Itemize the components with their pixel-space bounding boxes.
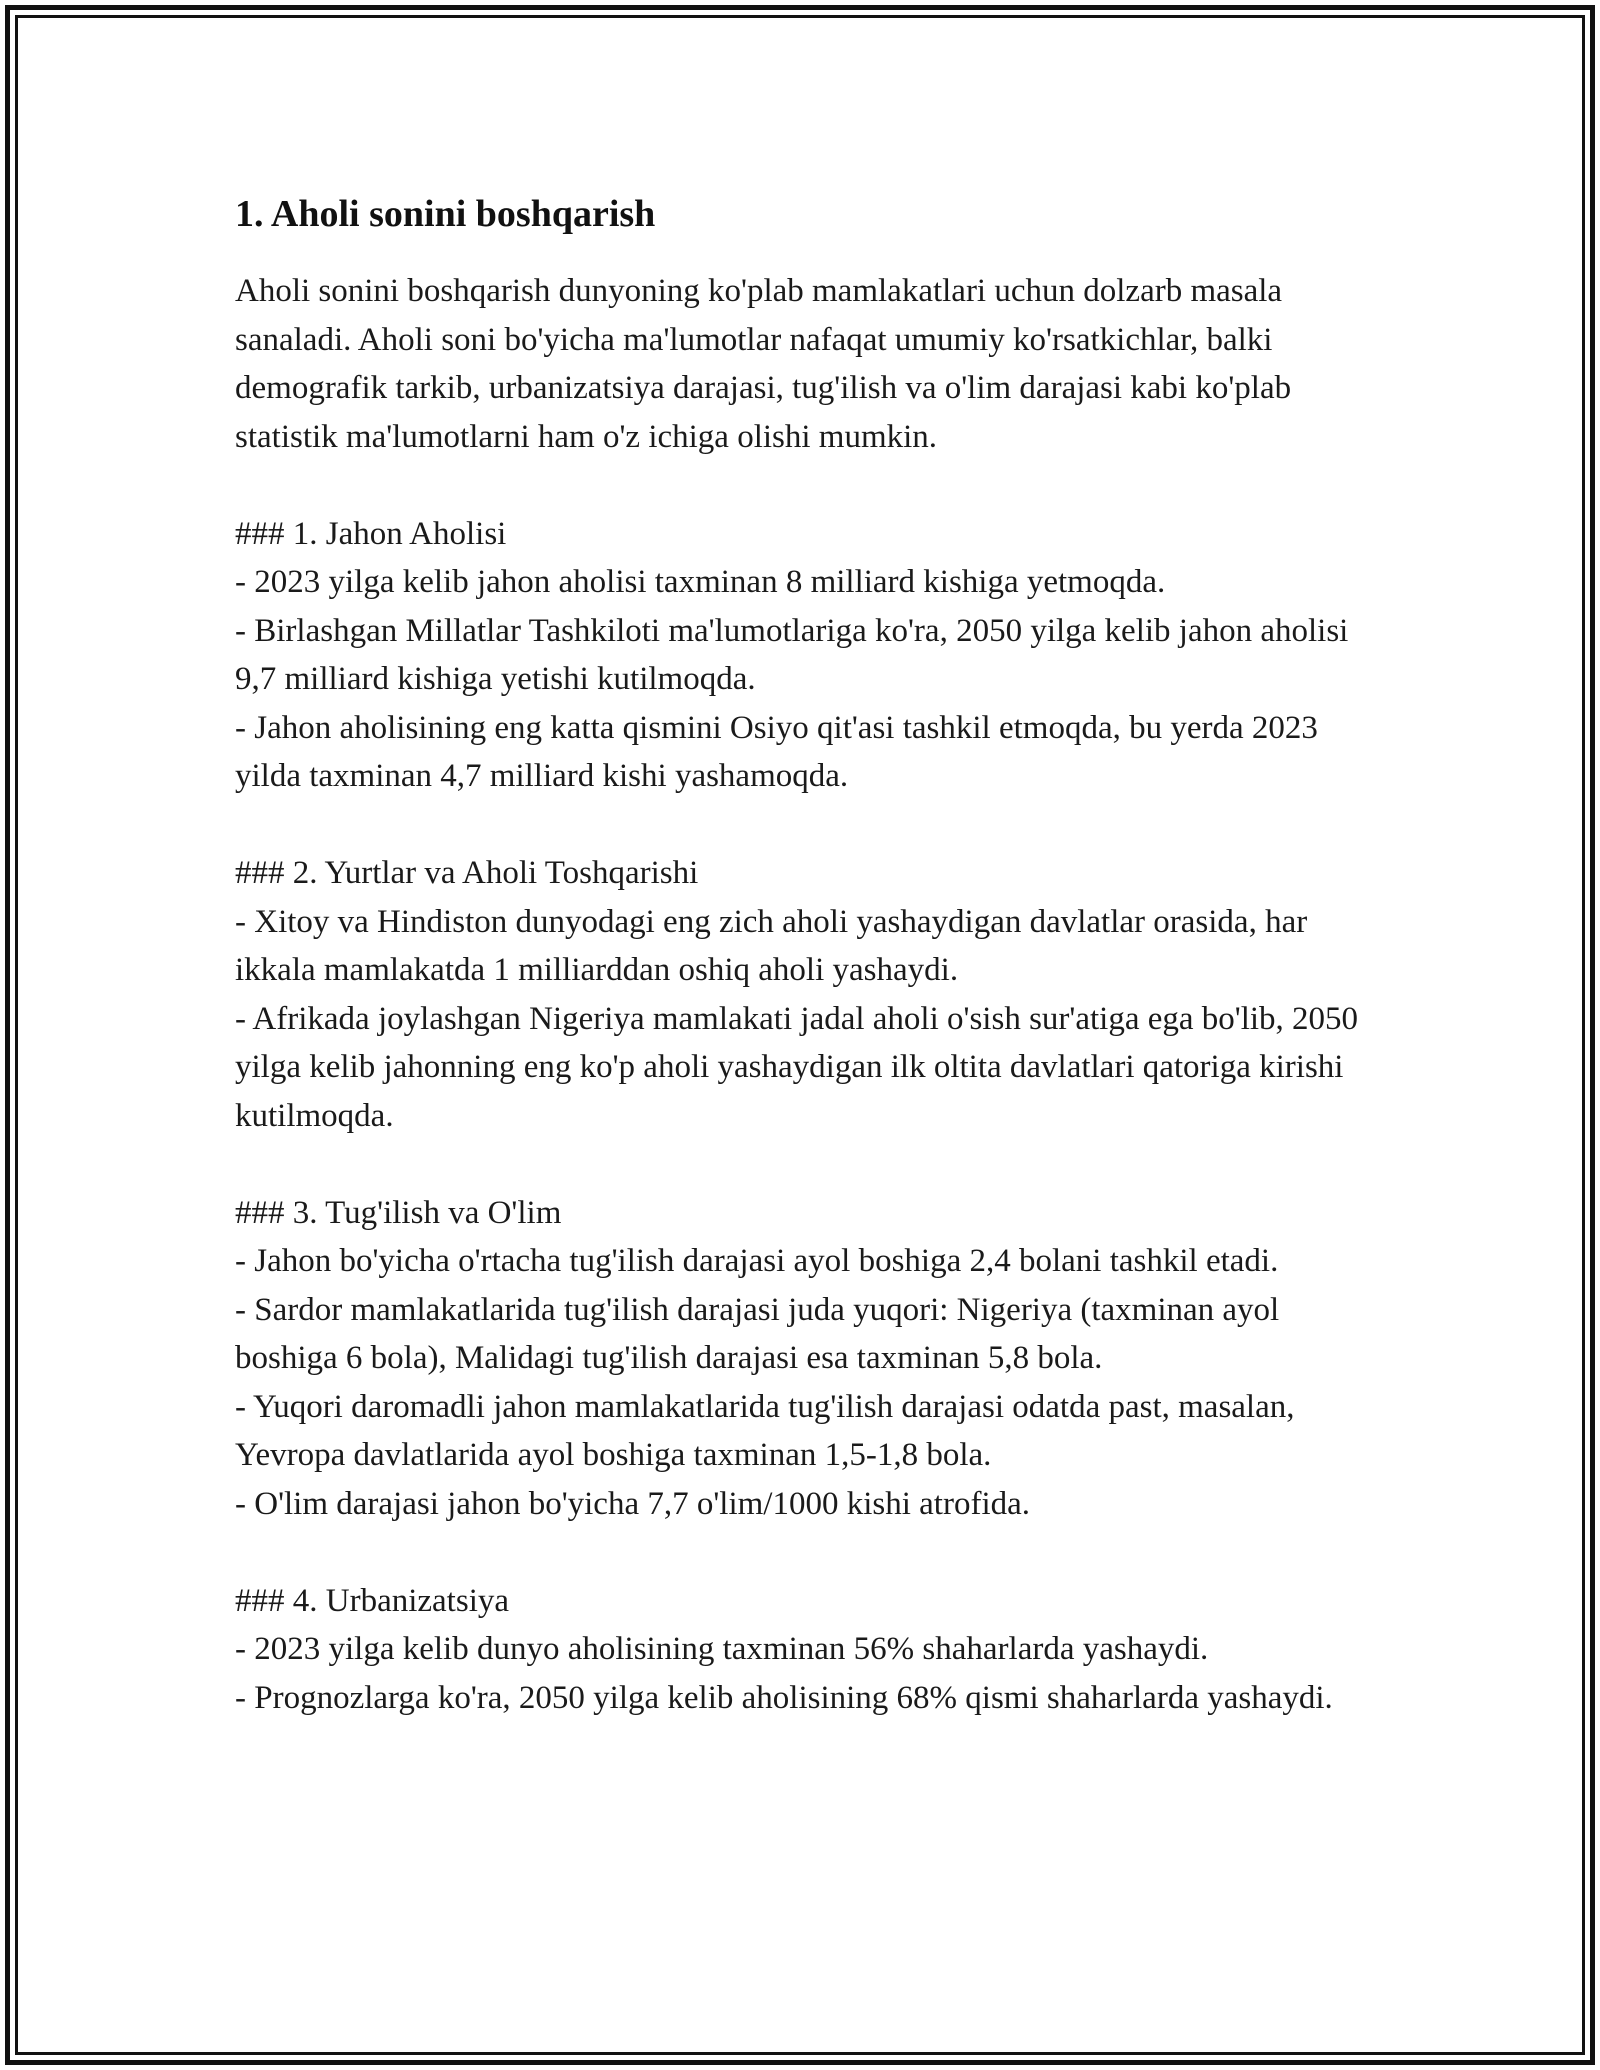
list-item: - Birlashgan Millatlar Tashkiloti ma'lumotlariga ko'ra, 2050 yilga kelib jahon aholisi 9,7 milliard kishiga yetishi kutilmoqda. (235, 612, 1349, 697)
section-heading: ### 2. Yurtlar va Aholi Toshqarishi (235, 855, 699, 891)
page-title: 1. Aholi sonini boshqarish (235, 193, 656, 235)
section-heading: ### 4. Urbanizatsiya (235, 1582, 510, 1619)
section-heading: ### 3. Tug'ilish va O'lim (235, 1194, 562, 1231)
list-item: - Prognozlarga ko'ra, 2050 yilga kelib aholisining 68% qismi shaharlarda yashaydi. (235, 1679, 1333, 1716)
document-body (235, 186, 1375, 1722)
list-item: - Yuqori daromadli jahon mamlakatlarida tug'ilish darajasi odatda past, masalan, Yevropa davlatlarida ayol boshiga taxminan 1,5-1,8 bola. (235, 1388, 1295, 1473)
list-item: - 2023 yilga kelib jahon aholisi taxminan 8 milliard kishiga yetmoqda. (235, 564, 1166, 600)
section-jahon-aholisi (235, 510, 1375, 801)
section-yurtlar (235, 849, 1375, 1140)
list-item: - Xitoy va Hindiston dunyodagi eng zich aholi yashaydigan davlatlar orasida, har ikkala mamlakatda 1 milliarddan oshiq aholi yashaydi. (235, 903, 1308, 988)
section-urbanizatsiya (235, 1577, 1375, 1723)
section-tugilish-olim (235, 1189, 1375, 1529)
list-item: - Jahon bo'yicha o'rtacha tug'ilish darajasi ayol boshiga 2,4 bolani tashkil etadi. (235, 1243, 1279, 1279)
list-item: - Jahon aholisining eng katta qismini Osiyo qit'asi tashkil etmoqda, bu yerda 2023 yilda taxminan 4,7 milliard kishi yashamoqda. (235, 709, 1318, 794)
list-item: - 2023 yilga kelib dunyo aholisining taxminan 56% shaharlarda yashaydi. (235, 1631, 1209, 1667)
intro-paragraph: Aholi sonini boshqarish dunyoning ko'plab mamlakatlari uchun dolzarb masala sanaladi. Aholi soni bo'yicha ma'lumotlar nafaqat umumiy ko'rsatkichlar, balki demografik tarkib, urbanizatsiya darajasi, tug'ilish va o'lim darajasi kabi ko'plab statistik ma'lumotlarni ham o'z ichiga olishi mumkin. (235, 273, 1292, 455)
section-heading: ### 1. Jahon Aholisi (235, 515, 507, 552)
list-item: - O'lim darajasi jahon bo'yicha 7,7 o'lim/1000 kishi atrofida. (235, 1485, 1031, 1522)
list-item: - Afrikada joylashgan Nigeriya mamlakati jadal aholi o'sish sur'atiga ega bo'lib, 2050 yilga kelib jahonning eng ko'p aholi yashaydigan ilk oltita davlatlari qatoriga kirishi kutilmoqda. (235, 1000, 1359, 1134)
list-item: - Sardor mamlakatlarida tug'ilish darajasi juda yuqori: Nigeriya (taxminan ayol boshiga 6 bola), Malidagi tug'ilish darajasi esa taxminan 5,8 bola. (235, 1291, 1280, 1376)
